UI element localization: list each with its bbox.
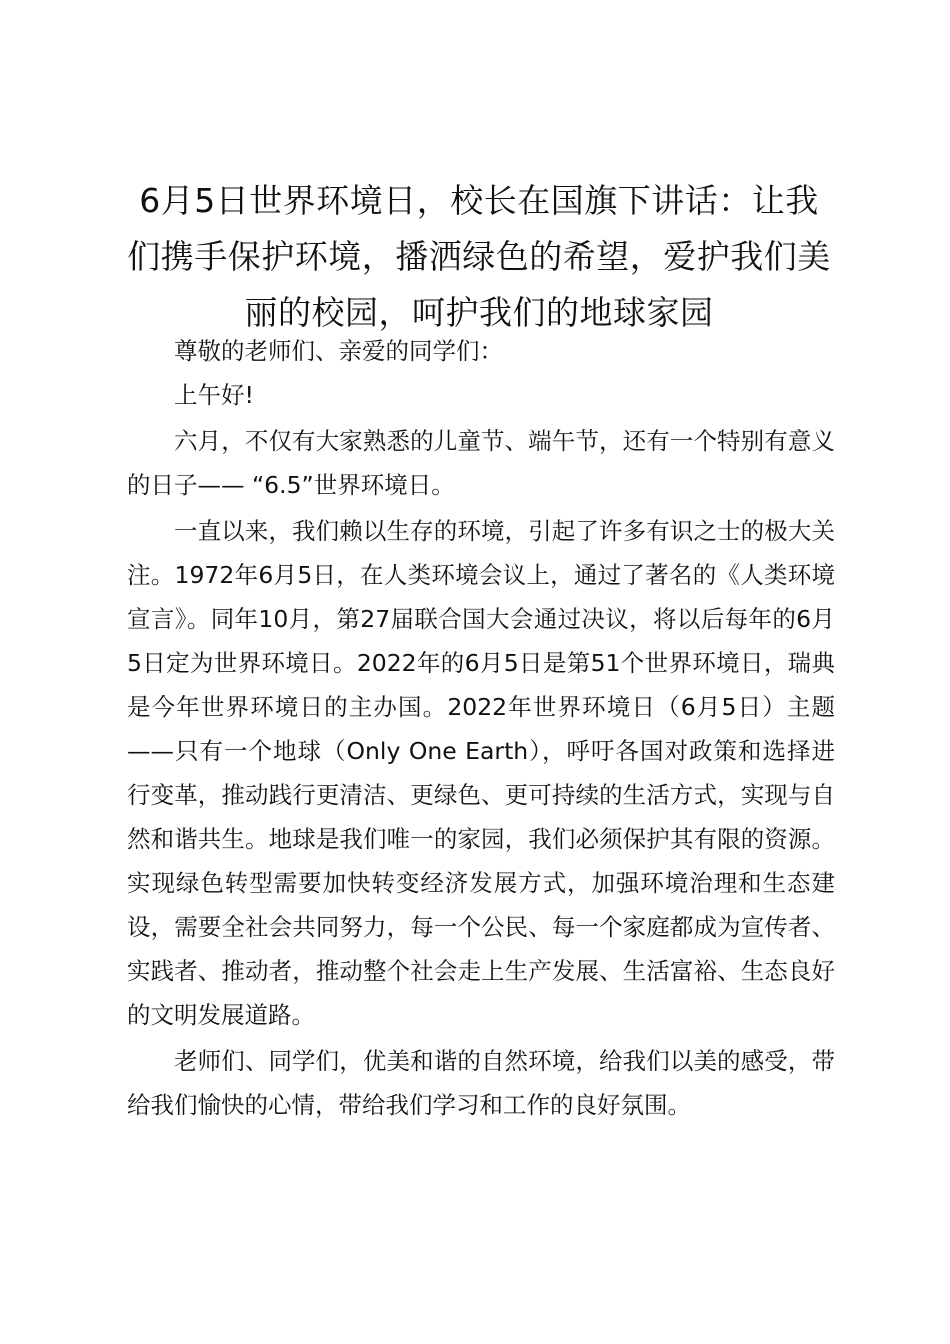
paragraph-teachers-students: 老师们、同学们，优美和谐的自然环境，给我们以美的感受，带给我们愉快的心情，带给我们学习和工作的良好氛围。 — [127, 1047, 835, 1119]
paragraph-environment-day: 一直以来，我们赖以生存的环境，引起了许多有识之士的极大关注。1972年6月5日，在人类环境会议上，通过了著名的《人类环境宣言》。同年10月，第27届联合国大会通过决议，将以后每年的6月5日定为世界环境日。2022年的6月5日是第51个世界环境日，瑞典是今年世界环境日的主办国。2022年世界环境日（6月5日）主题——只有一个地球（Only One Earth），呼吁各国对政策和选择进行变革，推动践行更清洁、更绿色、更可持续的生活方式，实现与自然和谐共生。地球是我们唯一的家园，我们必须保护其有限的资源。实现绿色转型需要加快转变经济发展方式，加强环境治理和生态建设，需要全社会共同努力，每一个公民、每一个家庭都成为宣传者、实践者、推动者，推动整个社会走上生产发展、生活富裕、生态良好的文明发展道路。 — [127, 517, 835, 1029]
paragraph-june: 六月，不仅有大家熟悉的儿童节、端午节，还有一个特别有意义的日子—— “6.5”世界环境日。 — [127, 427, 835, 499]
document-title: 6月5日世界环境日，校长在国旗下讲话：让我们携手保护环境，播洒绿色的希望，爱护我们美丽的校园，呵护我们的地球家园 — [127, 181, 831, 332]
greeting: 上午好! — [174, 381, 254, 409]
salutation: 尊敬的老师们、亲爱的同学们： — [174, 337, 503, 365]
document-body — [127, 329, 835, 1127]
